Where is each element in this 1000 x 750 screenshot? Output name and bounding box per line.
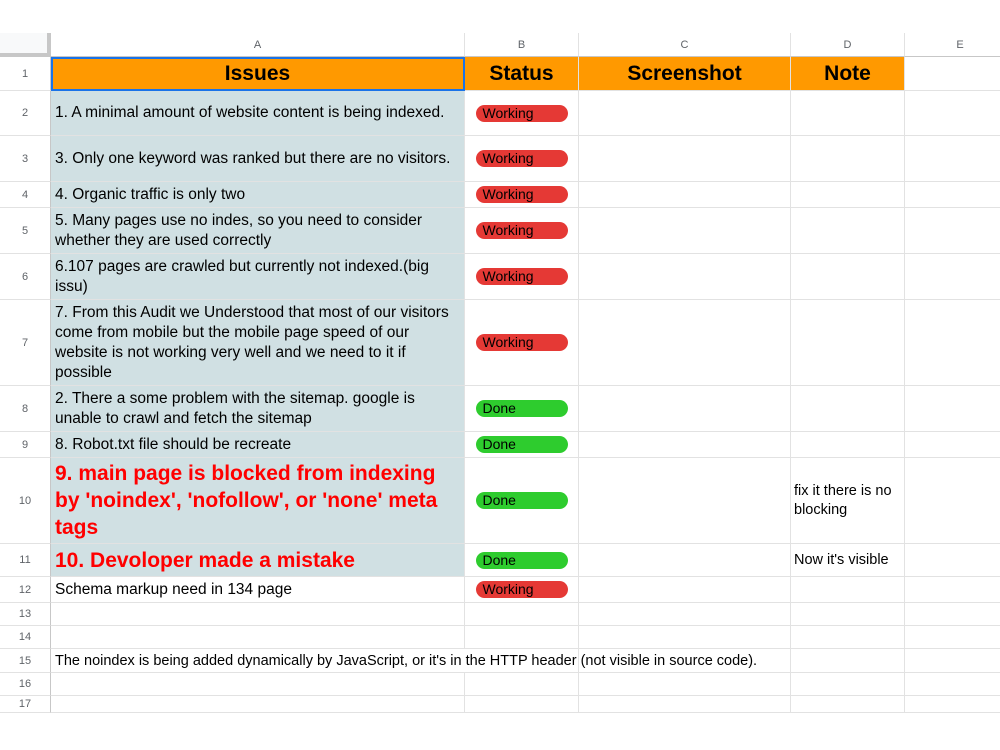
issue-cell[interactable] <box>51 300 465 386</box>
empty-cell[interactable] <box>905 208 1000 254</box>
issue-text: 4. Organic traffic is only two <box>55 185 246 203</box>
status-cell[interactable] <box>465 544 579 577</box>
status-dropdown-chip[interactable]: Working <box>476 222 568 239</box>
note-cell[interactable] <box>791 386 905 432</box>
row-header-12[interactable]: 12 <box>0 577 51 603</box>
issue-cell[interactable] <box>51 544 465 577</box>
screenshot-cell[interactable] <box>579 458 791 544</box>
note-cell[interactable] <box>791 208 905 254</box>
row-header-9[interactable]: 9 <box>0 432 51 458</box>
status-dropdown-chip[interactable]: Done <box>476 552 568 569</box>
empty-cell[interactable] <box>905 577 1000 603</box>
status-dropdown-chip[interactable]: Working <box>476 581 568 598</box>
screenshot-cell[interactable] <box>579 544 791 577</box>
screenshot-cell[interactable] <box>579 182 791 208</box>
issue-cell[interactable] <box>51 136 465 182</box>
status-cell[interactable] <box>465 136 579 182</box>
empty-cell[interactable] <box>905 182 1000 208</box>
issue-cell[interactable] <box>51 577 465 603</box>
empty-cell[interactable] <box>791 673 905 696</box>
status-dropdown-chip[interactable]: Done <box>476 400 568 417</box>
empty-cell[interactable] <box>905 254 1000 300</box>
screenshot-cell[interactable] <box>579 208 791 254</box>
row-header-4[interactable]: 4 <box>0 182 51 208</box>
issue-cell[interactable] <box>51 91 465 136</box>
status-cell[interactable] <box>465 91 579 136</box>
select-all-corner[interactable] <box>0 33 51 57</box>
row-header-10[interactable]: 10 <box>0 458 51 544</box>
header-issues[interactable]: Issues <box>51 57 465 91</box>
issue-text: 9. main page is blocked from indexing by 'noindex', 'nofollow', or 'none' meta tags <box>55 462 438 539</box>
empty-cell[interactable] <box>905 696 1000 713</box>
empty-cell[interactable] <box>905 432 1000 458</box>
screenshot-cell[interactable] <box>579 386 791 432</box>
empty-cell[interactable] <box>905 458 1000 544</box>
row-header-17[interactable]: 17 <box>0 696 51 713</box>
cell-e1[interactable] <box>905 57 1000 91</box>
header-status[interactable]: Status <box>465 57 579 91</box>
issue-cell[interactable] <box>51 458 465 544</box>
column-header-b[interactable]: B <box>465 33 579 57</box>
issue-cell[interactable] <box>51 386 465 432</box>
status-dropdown-chip[interactable]: Working <box>476 186 568 203</box>
issue-text: 5. Many pages use no indes, so you need to consider whether they are used correctly <box>55 211 423 249</box>
status-cell[interactable] <box>465 254 579 300</box>
empty-cell[interactable] <box>905 673 1000 696</box>
row-header-16[interactable]: 16 <box>0 673 51 696</box>
status-dropdown-chip[interactable]: Working <box>476 105 568 122</box>
status-cell[interactable] <box>465 458 579 544</box>
status-cell[interactable] <box>465 577 579 603</box>
issue-text: 10. Devoloper made a mistake <box>55 548 355 572</box>
issue-text: 7. From this Audit we Understood that most of our visitors come from mobile but the mobile page speed of our website is not working very well and we need to it if possible <box>55 303 449 381</box>
status-cell[interactable] <box>465 300 579 386</box>
issue-text: 1. A minimal amount of website content is being indexed. <box>55 104 445 121</box>
empty-cell[interactable] <box>465 626 579 649</box>
note-cell[interactable] <box>791 136 905 182</box>
screenshot-cell[interactable] <box>579 91 791 136</box>
note-cell[interactable] <box>791 182 905 208</box>
note-cell[interactable] <box>791 458 905 544</box>
issue-text: Schema markup need in 134 page <box>55 580 292 598</box>
column-header-a[interactable]: A <box>51 33 465 57</box>
row-header-15[interactable]: 15 <box>0 649 51 673</box>
issue-text: 8. Robot.txt file should be recreate <box>55 435 292 453</box>
empty-cell[interactable] <box>579 603 791 626</box>
empty-cell[interactable] <box>905 603 1000 626</box>
row-header-2[interactable]: 2 <box>0 91 51 136</box>
empty-cell[interactable] <box>791 696 905 713</box>
status-dropdown-chip[interactable]: Done <box>476 492 568 509</box>
issue-cell[interactable] <box>51 208 465 254</box>
row-header-3[interactable]: 3 <box>0 136 51 182</box>
status-cell[interactable] <box>465 208 579 254</box>
row-header-1[interactable]: 1 <box>0 57 51 91</box>
note-text: Now it's visible <box>794 551 889 568</box>
page-background <box>0 713 1000 750</box>
spreadsheet-grid <box>0 33 1000 713</box>
issue-text: 3. Only one keyword was ranked but there are no visitors. <box>55 149 451 167</box>
empty-cell[interactable] <box>465 696 579 713</box>
empty-cell[interactable] <box>905 300 1000 386</box>
status-dropdown-chip[interactable]: Working <box>476 268 568 285</box>
row-header-7[interactable]: 7 <box>0 300 51 386</box>
empty-cell[interactable] <box>579 673 791 696</box>
empty-cell[interactable] <box>905 136 1000 182</box>
column-header-e[interactable]: E <box>905 33 1000 57</box>
header-note[interactable]: Note <box>791 57 905 91</box>
row-header-5[interactable]: 5 <box>0 208 51 254</box>
row-header-13[interactable]: 13 <box>0 603 51 626</box>
issue-cell[interactable] <box>51 182 465 208</box>
screenshot-cell[interactable] <box>579 136 791 182</box>
empty-cell[interactable] <box>791 626 905 649</box>
column-header-c[interactable]: C <box>579 33 791 57</box>
note-cell[interactable] <box>791 254 905 300</box>
row15-note-text[interactable]: The noindex is being added dynamically by JavaScript, or it's in the HTTP header (not visible in source code). <box>51 649 991 673</box>
screenshot-cell[interactable] <box>579 577 791 603</box>
empty-cell[interactable] <box>51 673 465 696</box>
empty-cell[interactable] <box>465 603 579 626</box>
issue-cell[interactable] <box>51 254 465 300</box>
row-header-6[interactable]: 6 <box>0 254 51 300</box>
column-header-d[interactable]: D <box>791 33 905 57</box>
note-text: fix it there is no blocking <box>794 482 892 518</box>
status-dropdown-chip[interactable]: Working <box>476 334 568 351</box>
note-cell[interactable] <box>791 544 905 577</box>
screenshot-cell[interactable] <box>579 254 791 300</box>
screenshot-cell[interactable] <box>579 300 791 386</box>
empty-cell[interactable] <box>579 696 791 713</box>
empty-cell[interactable] <box>905 626 1000 649</box>
empty-cell[interactable] <box>905 386 1000 432</box>
empty-cell[interactable] <box>51 696 465 713</box>
status-dropdown-chip[interactable]: Working <box>476 150 568 167</box>
note-cell[interactable] <box>791 91 905 136</box>
status-dropdown-chip[interactable]: Done <box>476 436 568 453</box>
note-cell[interactable] <box>791 577 905 603</box>
status-cell[interactable] <box>465 182 579 208</box>
note-cell[interactable] <box>791 432 905 458</box>
status-cell[interactable] <box>465 432 579 458</box>
empty-cell[interactable] <box>51 603 465 626</box>
empty-cell[interactable] <box>905 91 1000 136</box>
row-header-14[interactable]: 14 <box>0 626 51 649</box>
screenshot-cell[interactable] <box>579 432 791 458</box>
empty-cell[interactable] <box>51 626 465 649</box>
status-cell[interactable] <box>465 386 579 432</box>
row-header-11[interactable]: 11 <box>0 544 51 577</box>
issue-text: 2. There a some problem with the sitemap. google is unable to crawl and fetch the sitemap <box>55 389 415 427</box>
empty-cell[interactable] <box>579 626 791 649</box>
empty-cell[interactable] <box>905 544 1000 577</box>
issue-text: 6.107 pages are crawled but currently not indexed.(big issu) <box>55 257 429 295</box>
header-screenshot[interactable]: Screenshot <box>579 57 791 91</box>
empty-cell[interactable] <box>465 673 579 696</box>
row-header-8[interactable]: 8 <box>0 386 51 432</box>
issue-cell[interactable] <box>51 432 465 458</box>
note-cell[interactable] <box>791 300 905 386</box>
empty-cell[interactable] <box>791 603 905 626</box>
